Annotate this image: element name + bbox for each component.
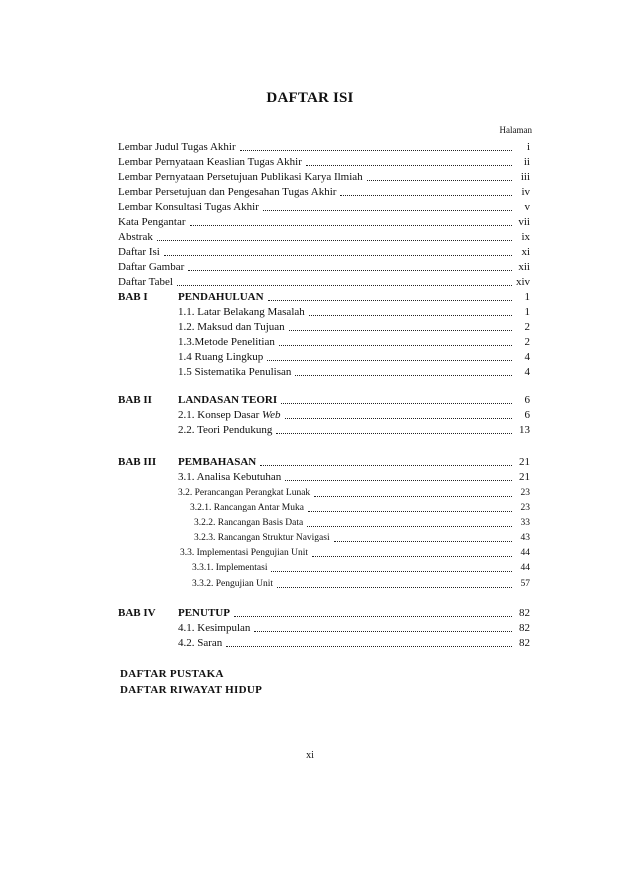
toc-entry-label: 4.2. Saran: [178, 637, 223, 649]
toc-dot-leader: [308, 501, 512, 512]
toc-entry-label: Daftar Tabel: [118, 276, 173, 288]
toc-chapter-label: BAB I: [118, 291, 148, 303]
toc-entry: [118, 455, 530, 469]
toc-page-number: 21: [519, 456, 530, 468]
toc-page-number: ii: [523, 156, 530, 168]
toc-dot-leader: [307, 516, 512, 527]
toc-entry-label: PEMBAHASAN: [178, 456, 257, 468]
toc-entry: [118, 215, 530, 229]
toc-entry: [118, 290, 530, 304]
toc-entry: [118, 546, 530, 560]
toc-page-number: vii: [518, 216, 530, 228]
toc-entry: [118, 486, 530, 500]
toc-entry-label: Lembar Judul Tugas Akhir: [118, 141, 236, 153]
toc-dot-leader: [309, 305, 512, 316]
toc-entry-label: 3.3.2. Pengujian Unit: [192, 579, 274, 589]
toc-entry-label: 3.2.1. Rancangan Antar Muka: [190, 503, 304, 513]
toc-page-number: 4: [524, 366, 530, 378]
toc-page-number: 23: [520, 488, 530, 498]
toc-entry-label: 3.3. Implementasi Pengujian Unit: [180, 548, 308, 558]
toc-entry-label: Abstrak: [118, 231, 153, 243]
toc-dot-leader: [314, 486, 512, 497]
toc-entry: [118, 501, 530, 515]
page-number: xi: [306, 750, 314, 761]
toc-entry-label: 1.3.Metode Penelitian: [178, 336, 275, 348]
toc-entry: [118, 365, 530, 379]
toc-page-number: 23: [520, 503, 530, 513]
toc-entry-label: LANDASAN TEORI: [178, 394, 278, 406]
toc-chapter-label: BAB IV: [118, 607, 156, 619]
toc-entry-label: 1.5 Sistematika Penulisan: [178, 366, 292, 378]
toc-page-number: iii: [520, 171, 530, 183]
toc-entry: [118, 577, 530, 591]
toc-dot-leader: [289, 320, 512, 331]
toc-dot-leader: [177, 275, 512, 286]
toc-page-number: 6: [524, 394, 530, 406]
toc-entry: [118, 561, 530, 575]
toc-dot-leader: [263, 200, 512, 211]
toc-page-number: 21: [519, 471, 530, 483]
toc-entry-label: 3.2.2. Rancangan Basis Data: [194, 518, 304, 528]
toc-page-number: 43: [520, 533, 530, 543]
toc-entry: [118, 230, 530, 244]
toc-chapter-label: BAB II: [118, 394, 152, 406]
toc-page-number: 4: [524, 351, 530, 363]
toc-entry: [118, 423, 530, 437]
toc-entry-label: 2.1. Konsep Dasar Web: [178, 409, 281, 421]
toc-entry: [118, 408, 530, 422]
toc-page-number: 1: [524, 291, 530, 303]
toc-dot-leader: [276, 423, 512, 434]
toc-entry: [118, 185, 530, 199]
toc-page-number: 13: [519, 424, 530, 436]
toc-page-number: v: [524, 201, 530, 213]
toc-dot-leader: [295, 365, 512, 376]
toc-dot-leader: [260, 455, 512, 466]
toc-entry: [118, 636, 530, 650]
toc-entry: [118, 305, 530, 319]
toc-dot-leader: [285, 470, 512, 481]
toc-entry-label: Lembar Pernyataan Keaslian Tugas Akhir: [118, 156, 302, 168]
toc-page-number: xiv: [515, 276, 530, 288]
toc-entry: [118, 155, 530, 169]
toc-entry-label: 3.2.3. Rancangan Struktur Navigasi: [194, 533, 330, 543]
toc-dot-leader: [277, 577, 512, 588]
toc-entry-label: 3.2. Perancangan Perangkat Lunak: [178, 488, 311, 498]
toc-dot-leader: [340, 185, 512, 196]
toc-entry: [118, 245, 530, 259]
toc-page-number: iv: [521, 186, 530, 198]
toc-page-number: xi: [521, 246, 530, 258]
toc-page-number: 2: [524, 321, 530, 333]
toc-dot-leader: [226, 636, 512, 647]
toc-dot-leader: [306, 155, 512, 166]
toc-entry: [118, 531, 530, 545]
toc-entry: [118, 606, 530, 620]
page-column-header: Halaman: [499, 125, 532, 135]
toc-dot-leader: [234, 606, 512, 617]
toc-page-number: 82: [519, 607, 530, 619]
toc-chapter-label: BAB III: [118, 456, 157, 468]
toc-page-number: 82: [519, 622, 530, 634]
toc-entry: [118, 200, 530, 214]
toc-dot-leader: [312, 546, 512, 557]
toc-entry: [118, 260, 530, 274]
toc-page-number: 33: [520, 518, 530, 528]
toc-page-number: ix: [521, 231, 530, 243]
toc-entry-label: Lembar Persetujuan dan Pengesahan Tugas Akhir: [118, 186, 337, 198]
toc-dot-leader: [157, 230, 512, 241]
toc-entry-label: 3.3.1. Implementasi: [192, 563, 268, 573]
toc-dot-leader: [285, 408, 512, 419]
toc-entry: [118, 320, 530, 334]
toc-entry-label: Kata Pengantar: [118, 216, 186, 228]
tail-entry-daftar-pustaka: DAFTAR PUSTAKA: [120, 668, 224, 680]
toc-entry: [118, 516, 530, 530]
toc-page-number: 44: [520, 563, 530, 573]
tail-entry-riwayat-hidup: DAFTAR RIWAYAT HIDUP: [120, 684, 263, 696]
toc-page-number: 2: [524, 336, 530, 348]
toc-page-number: 57: [520, 579, 530, 589]
toc-entry: [118, 350, 530, 364]
toc-dot-leader: [279, 335, 512, 346]
toc-entry-label: PENDAHULUAN: [178, 291, 264, 303]
toc-dot-leader: [190, 215, 513, 226]
toc-entry-label: 3.1. Analisa Kebutuhan: [178, 471, 282, 483]
toc-entry-label: 1.4 Ruang Lingkup: [178, 351, 264, 363]
toc-entry-label: Daftar Gambar: [118, 261, 185, 273]
toc-entry: [118, 140, 530, 154]
toc-dot-leader: [281, 393, 512, 404]
toc-entry-label: Lembar Konsultasi Tugas Akhir: [118, 201, 259, 213]
toc-entry-label: 4.1. Kesimpulan: [178, 622, 251, 634]
toc-dot-leader: [254, 621, 512, 632]
toc-dot-leader: [268, 290, 512, 301]
toc-dot-leader: [367, 170, 512, 181]
toc-dot-leader: [267, 350, 512, 361]
page-title: DAFTAR ISI: [266, 90, 354, 106]
toc-entry: [118, 170, 530, 184]
toc-dot-leader: [188, 260, 512, 271]
toc-entry: [118, 335, 530, 349]
toc-entry: [118, 470, 530, 484]
italic-term: Web: [262, 409, 281, 421]
toc-entry-label: PENUTUP: [178, 607, 230, 619]
toc-dot-leader: [240, 140, 512, 151]
toc-dot-leader: [334, 531, 512, 542]
toc-entry-label: 1.1. Latar Belakang Masalah: [178, 306, 305, 318]
toc-page-number: 44: [520, 548, 530, 558]
toc-page-number: i: [526, 141, 530, 153]
toc-entry-label: Daftar Isi: [118, 246, 160, 258]
toc-entry-label: 1.2. Maksud dan Tujuan: [178, 321, 285, 333]
toc-entry: [118, 393, 530, 407]
toc-page-number: 82: [519, 637, 530, 649]
toc-dot-leader: [271, 561, 512, 572]
toc-entry: [118, 275, 530, 289]
toc-page-number: xii: [518, 261, 530, 273]
toc-entry-label: 2.2. Teori Pendukung: [178, 424, 273, 436]
toc-page-number: 1: [524, 306, 530, 318]
toc-page-number: 6: [524, 409, 530, 421]
toc-dot-leader: [164, 245, 512, 256]
toc-entry-label: Lembar Pernyataan Persetujuan Publikasi Karya Ilmiah: [118, 171, 363, 183]
toc-entry: [118, 621, 530, 635]
